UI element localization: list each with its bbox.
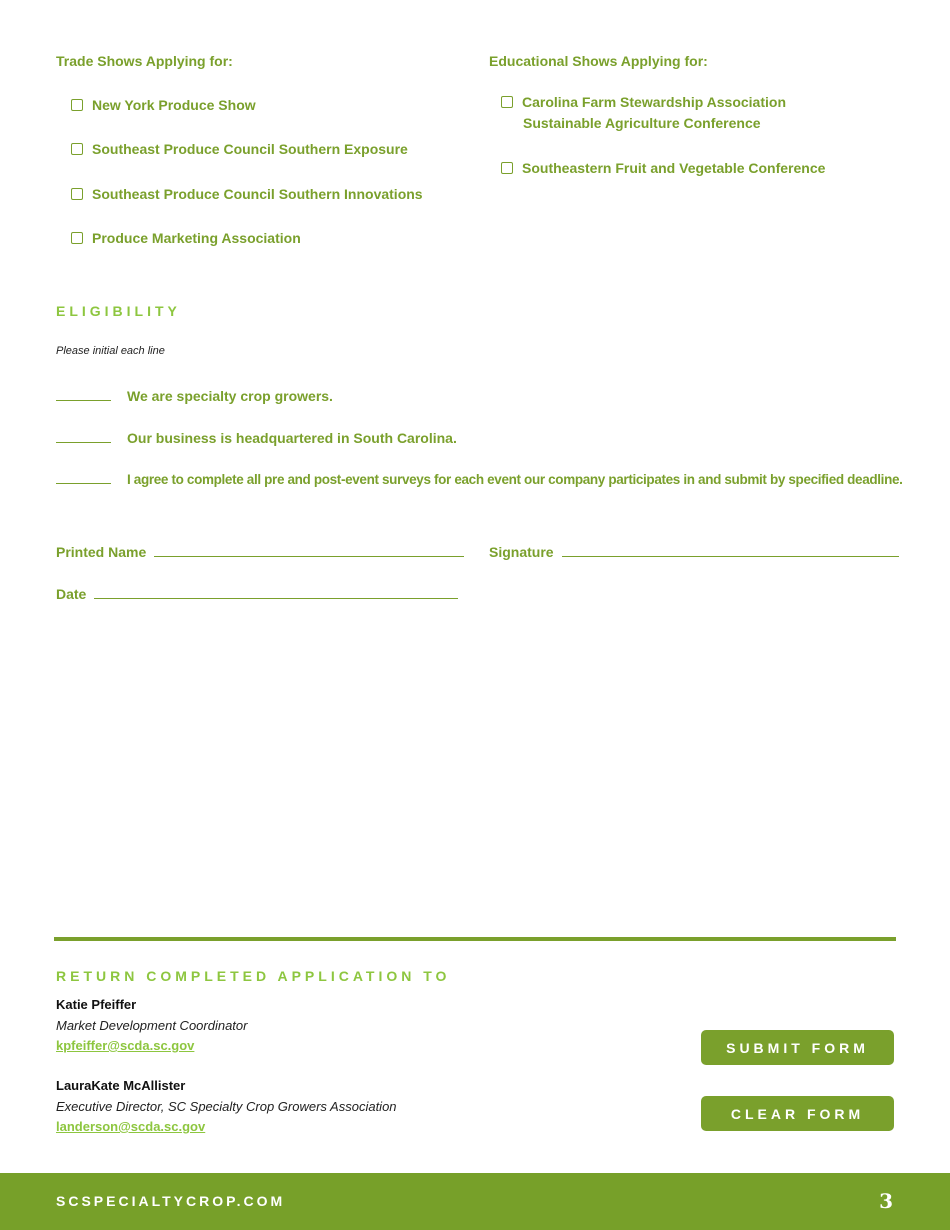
footer-bar [0, 1173, 950, 1230]
educational-shows-heading: Educational Shows Applying for: [489, 53, 708, 69]
eligibility-statement [56, 388, 333, 404]
checkbox[interactable] [71, 232, 83, 244]
date-input[interactable] [94, 598, 458, 599]
printed-name-label: Printed Name [56, 544, 147, 560]
eligibility-title: ELIGIBILITY [56, 303, 181, 319]
footer-website: SCSPECIALTYCROP.COM [56, 1193, 286, 1209]
checkbox[interactable] [71, 143, 83, 155]
contact-title: Market Development Coordinator [56, 1018, 248, 1033]
initial-field[interactable] [56, 483, 111, 484]
submit-form-button[interactable]: SUBMIT FORM [701, 1030, 894, 1065]
educational-show-label [522, 92, 786, 134]
section-divider [54, 937, 896, 941]
eligibility-statement [56, 430, 457, 446]
label-line-1: Carolina Farm Stewardship Association [522, 94, 786, 110]
contact-name: Katie Pfeiffer [56, 997, 137, 1012]
page-number: 3 [879, 1189, 893, 1213]
checkbox[interactable] [71, 99, 83, 111]
checkbox[interactable] [501, 162, 513, 174]
contact-title: Executive Director, SC Specialty Crop Growers Association [56, 1099, 397, 1114]
contact-name: LauraKate McAllister [56, 1078, 186, 1093]
trade-shows-heading: Trade Shows Applying for: [56, 53, 233, 69]
signature-input[interactable] [562, 556, 899, 557]
trade-show-option[interactable] [71, 95, 256, 116]
date-row [56, 586, 458, 602]
trade-show-label: Produce Marketing Association [92, 230, 301, 246]
checkbox[interactable] [501, 96, 513, 108]
statement-text: I agree to complete all pre and post-event surveys for each event our company participates in and submit by specified deadline. [127, 472, 903, 487]
contact-email-link[interactable]: landerson@scda.sc.gov [56, 1119, 206, 1134]
date-label: Date [56, 586, 87, 602]
checkbox[interactable] [71, 188, 83, 200]
trade-show-label: Southeast Produce Council Southern Innovations [92, 186, 423, 202]
initial-field[interactable] [56, 442, 111, 443]
clear-form-button[interactable]: CLEAR FORM [701, 1096, 894, 1131]
trade-show-label: New York Produce Show [92, 97, 256, 113]
signature-label: Signature [489, 544, 554, 560]
contact-email-link[interactable]: kpfeiffer@scda.sc.gov [56, 1038, 195, 1053]
eligibility-note: Please initial each line [56, 345, 165, 357]
trade-show-option[interactable] [71, 228, 301, 249]
printed-name-row [56, 544, 464, 560]
signature-row [489, 544, 899, 560]
trade-show-option[interactable] [71, 184, 423, 205]
statement-text: We are specialty crop growers. [127, 388, 333, 404]
initial-field[interactable] [56, 400, 111, 401]
trade-show-label: Southeast Produce Council Southern Exposure [92, 141, 408, 157]
return-title: RETURN COMPLETED APPLICATION TO [56, 968, 451, 984]
educational-show-label: Southeastern Fruit and Vegetable Conference [522, 160, 826, 176]
statement-text: Our business is headquartered in South Carolina. [127, 430, 457, 446]
label-line-2: Sustainable Agriculture Conference [523, 115, 761, 131]
educational-show-option[interactable] [501, 158, 825, 179]
printed-name-input[interactable] [154, 556, 464, 557]
educational-show-option[interactable] [501, 92, 786, 134]
trade-show-option[interactable] [71, 139, 408, 160]
eligibility-statement [56, 472, 903, 487]
